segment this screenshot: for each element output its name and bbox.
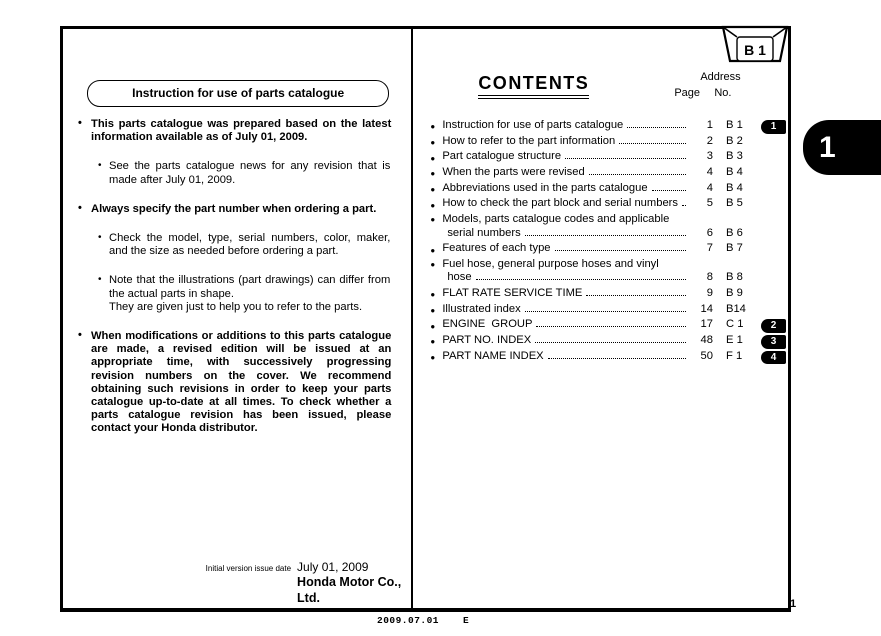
dot-leader <box>619 143 686 144</box>
address-column-label: Address <box>700 71 741 83</box>
contents-item <box>413 182 788 198</box>
contents-address: B14 <box>726 302 746 315</box>
contents-page-number: 4 <box>706 181 713 194</box>
bullet-icon: • <box>98 160 102 172</box>
bullet-icon: • <box>78 329 82 342</box>
contents-item <box>413 213 788 226</box>
contents-item <box>413 271 788 287</box>
bullet-icon: • <box>78 117 82 129</box>
contents-item <box>413 166 788 182</box>
company-name: Honda Motor Co., Ltd. <box>297 575 402 605</box>
contents-page-number: 9 <box>706 286 713 299</box>
address-tab <box>721 25 789 63</box>
page-column-label: Page <box>674 87 701 99</box>
bullet-icon: • <box>98 274 102 286</box>
bullet-icon: ● <box>430 290 436 300</box>
contents-item-label: Instruction for use of parts catalogue <box>442 119 624 131</box>
address-badge: 2 <box>761 319 786 333</box>
contents-item <box>413 287 788 303</box>
contents-item-label: Fuel hose, general purpose hoses and vinyl <box>442 257 659 270</box>
instruction-paragraphs <box>63 118 411 436</box>
contents-address: B 6 <box>726 226 743 239</box>
contents-item-label: When the parts were revised <box>442 166 585 179</box>
dot-leader <box>682 205 686 206</box>
contents-item <box>413 242 788 258</box>
paragraph-line: When modifications or additions to this parts catalogue are made, a revised edition will be issued at an appropriate time, with successively progressing revision numbers on the cover. We recommend obtaining such revisions in order to keep your parts catalogue up-to-date at all times. To check whether a parts catalogue revision has been issued, please contact your Honda distributor. <box>91 330 392 435</box>
contents-page-number: 17 <box>700 318 713 331</box>
contents-item <box>413 150 788 166</box>
bullet-icon: ● <box>430 215 436 225</box>
bullet-icon: ● <box>430 138 436 148</box>
contents-page-number: 6 <box>706 226 713 239</box>
contents-page-number: 1 <box>706 119 713 131</box>
contents-address: B 4 <box>726 166 743 179</box>
contents-item-label: Illustrated index <box>442 302 521 315</box>
paragraph-line: See the parts catalogue news for any revision that is made after July 01, 2009. <box>109 160 391 186</box>
issue-info <box>297 560 411 606</box>
contents-page-number: 2 <box>706 134 713 147</box>
paragraph-line: This parts catalogue was prepared based on the latest information available as of July 01, 2009. <box>91 118 392 144</box>
footer-print-date: 2009.07.01 <box>377 615 440 626</box>
contents-item <box>413 350 788 366</box>
contents-page-number: 5 <box>706 197 713 210</box>
contents-address: B 1 <box>726 119 743 131</box>
dot-leader <box>536 326 686 327</box>
right-panel <box>413 29 788 608</box>
issue-block <box>151 560 411 606</box>
chapter-tab-label: 1 <box>819 130 836 164</box>
contents-item <box>413 258 788 271</box>
contents-list <box>413 119 788 365</box>
bullet-icon: ● <box>430 306 436 315</box>
contents-item <box>413 119 788 135</box>
contents-address: B 9 <box>726 286 743 299</box>
contents-item-label: hose <box>447 271 472 284</box>
contents-item-label: FLAT RATE SERVICE TIME <box>442 286 583 299</box>
contents-item-label: PART NAME INDEX <box>442 349 544 362</box>
dot-leader <box>555 250 686 251</box>
paragraph-line: They are given just to help you to refer to the parts. <box>109 300 363 313</box>
bullet-icon: ● <box>430 321 436 331</box>
dot-leader <box>565 158 686 159</box>
contents-item-label: Features of each type <box>442 242 551 255</box>
bullet-icon: ● <box>430 185 436 195</box>
contents-address: B 4 <box>726 181 743 194</box>
dot-leader <box>589 174 686 175</box>
footer-code: E <box>463 615 469 626</box>
instruction-subparagraph <box>98 160 391 186</box>
contents-address: B 7 <box>726 242 743 255</box>
contents-address: B 3 <box>726 150 743 163</box>
paragraph-line: Note that the illustrations (part drawings) can differ from the actual parts in shape. <box>109 274 391 300</box>
contents-item <box>413 135 788 151</box>
contents-item <box>413 227 788 243</box>
contents-address: F 1 <box>726 349 743 362</box>
left-panel <box>63 29 413 608</box>
bullet-icon: • <box>98 232 102 244</box>
contents-item <box>413 334 788 350</box>
chapter-tab <box>803 120 881 175</box>
bullet-icon: ● <box>430 337 436 347</box>
issue-date-value: July 01, 2009 <box>297 560 369 574</box>
bullet-icon: • <box>78 201 82 214</box>
instruction-title-box: Instruction for use of parts catalogue <box>87 80 389 107</box>
address-tab-label: B 1 <box>744 42 766 58</box>
contents-page-number: 7 <box>706 242 713 255</box>
dot-leader <box>525 235 686 236</box>
contents-page-number: 48 <box>700 334 713 347</box>
contents-item-label: Abbreviations used in the parts catalogue <box>442 181 648 194</box>
bullet-icon: ● <box>430 260 436 270</box>
contents-item-label: How to refer to the part information <box>442 134 616 147</box>
bullet-icon: ● <box>430 169 436 179</box>
contents-item-label: ENGINE GROUP <box>442 318 533 331</box>
contents-item <box>413 318 788 334</box>
contents-address: B 5 <box>726 197 743 210</box>
contents-address: E 1 <box>726 334 743 347</box>
instruction-subparagraph <box>98 232 391 258</box>
page-number: 1 <box>790 598 797 610</box>
instruction-paragraph <box>78 201 391 216</box>
contents-address: C 1 <box>726 318 744 331</box>
contents-item-label: Models, parts catalogue codes and applicable <box>442 213 670 226</box>
dot-leader <box>535 342 686 343</box>
address-badge: 4 <box>761 351 786 365</box>
contents-item <box>413 303 788 319</box>
paragraph-line: Check the model, type, serial numbers, color, maker, and the size as needed before ordering a part. <box>109 232 391 258</box>
contents-page-number: 14 <box>700 302 713 315</box>
page-frame <box>60 26 791 612</box>
bullet-icon: ● <box>430 245 436 255</box>
contents-item-label: serial numbers <box>447 226 521 239</box>
dot-leader <box>586 295 686 296</box>
contents-item <box>413 197 788 213</box>
dot-leader <box>476 279 686 280</box>
bullet-icon: ● <box>430 353 436 363</box>
dot-leader <box>652 190 686 191</box>
contents-address: B 2 <box>726 134 743 147</box>
bullet-icon: ● <box>430 153 436 163</box>
instruction-subparagraph <box>98 274 391 314</box>
bullet-icon: ● <box>430 200 436 210</box>
contents-item-label: Part catalogue structure <box>442 150 562 163</box>
dot-leader <box>548 358 686 359</box>
dot-leader <box>627 127 686 128</box>
contents-page-number: 50 <box>700 349 713 362</box>
address-badge: 3 <box>761 335 786 349</box>
paragraph-line: Always specify the part number when ordering a part. <box>91 202 377 215</box>
address-no-label: No. <box>714 87 732 99</box>
instruction-paragraph <box>78 117 392 144</box>
bullet-icon: ● <box>430 122 436 132</box>
contents-page-number: 4 <box>706 166 713 179</box>
contents-item-label: How to check the part block and serial numbers <box>442 197 678 210</box>
dot-leader <box>525 311 686 312</box>
contents-item-label: PART NO. INDEX <box>442 334 532 347</box>
contents-page-number: 8 <box>706 271 713 284</box>
contents-page-number: 3 <box>706 150 713 163</box>
instruction-paragraph <box>78 329 392 436</box>
issue-date-label: Initial version issue date <box>205 564 292 573</box>
contents-address: B 8 <box>726 271 743 284</box>
contents-title: CONTENTS <box>478 73 589 99</box>
address-badge: 1 <box>761 120 786 134</box>
